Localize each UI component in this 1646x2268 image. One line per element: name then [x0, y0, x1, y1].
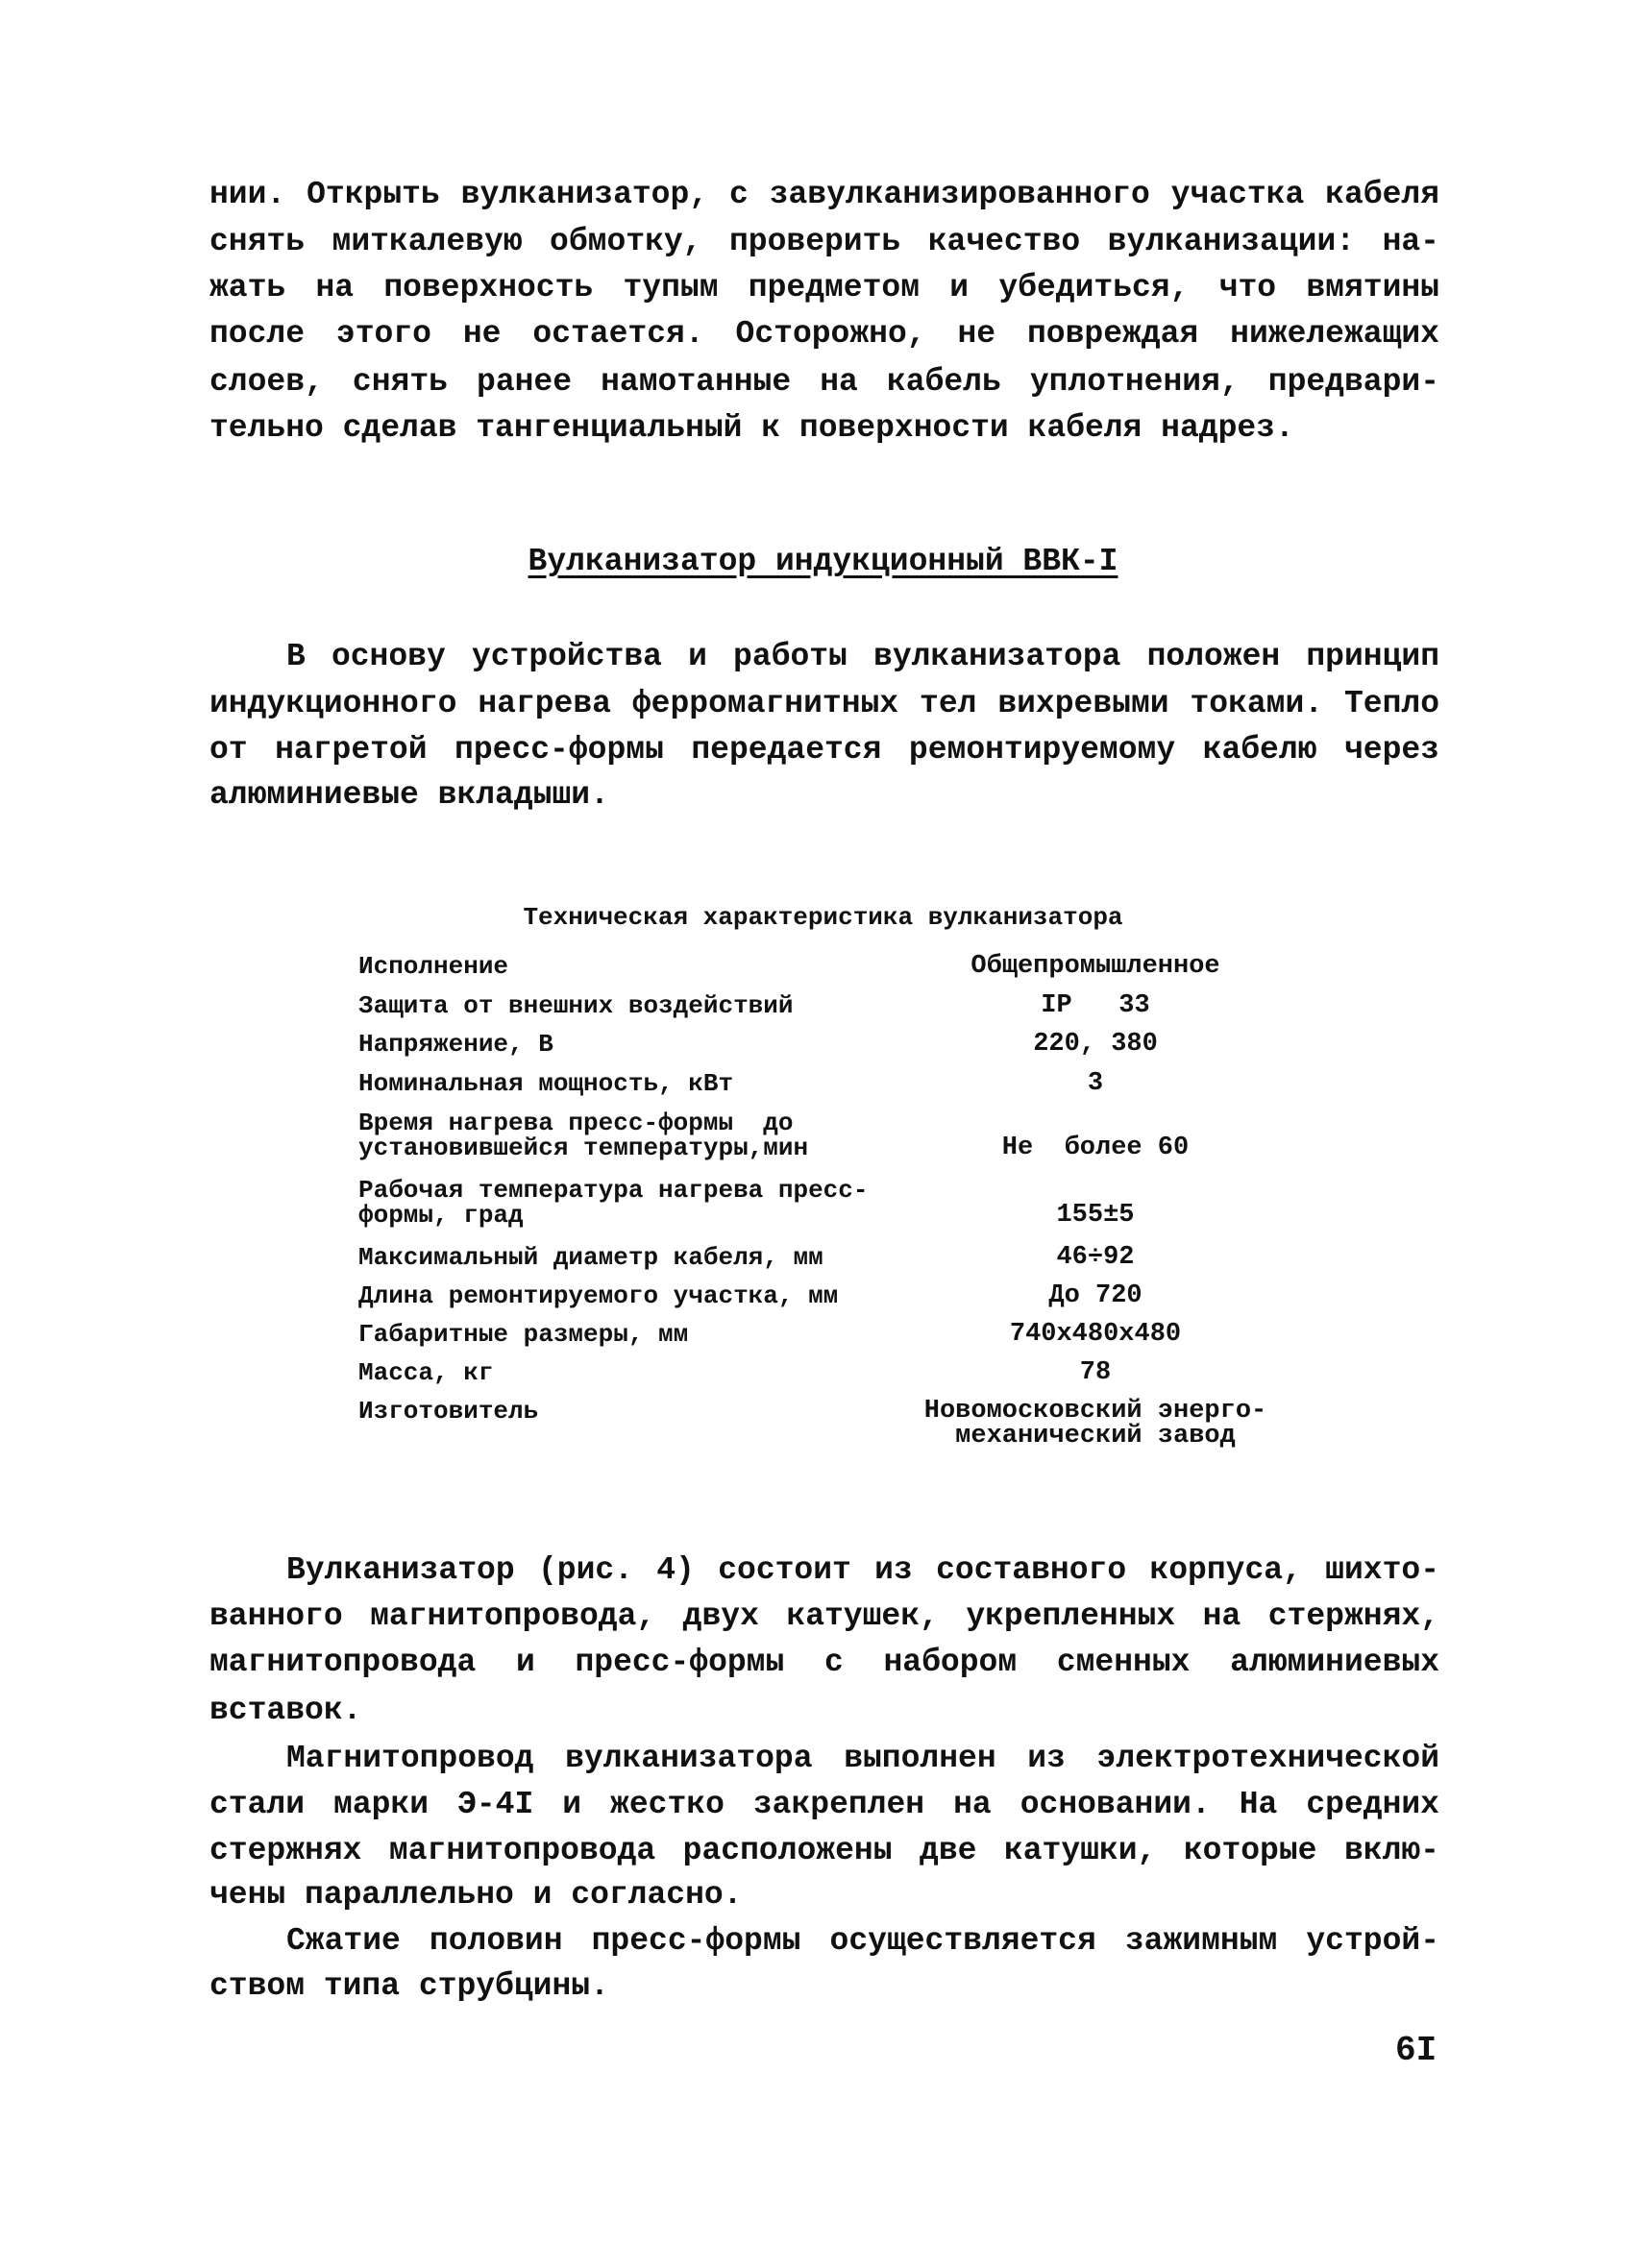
paragraph-line: тельно сделав тангенциальный к поверхности кабеля надрез. — [209, 410, 1294, 446]
spec-label: Изготовитель — [358, 1397, 539, 1426]
section-heading: Вулканизатор индукционный ВВК-I — [528, 544, 1118, 579]
paragraph-line: снять миткалевую обмотку, проверить качество вулканизации: на- — [209, 224, 1439, 259]
spec-label: Номинальная мощность, кВт — [358, 1069, 734, 1098]
paragraph-line: чены параллельно и согласно. — [209, 1877, 743, 1913]
spec-label: Габаритные размеры, мм — [358, 1320, 689, 1349]
paragraph-line: стержнях магнитопровода расположены две катушки, которые вклю- — [209, 1833, 1439, 1868]
paragraph-line: нии. Открыть вулканизатор, с завулканизированного участка кабеля — [209, 177, 1439, 212]
spec-label: Напряжение, В — [358, 1030, 553, 1059]
paragraph-line: Вулканизатор (рис. 4) состоит из составного корпуса, шихто- — [286, 1552, 1439, 1588]
spec-value: Общепромышленное — [970, 952, 1220, 981]
spec-label: Длина ремонтируемого участка, мм — [358, 1281, 839, 1310]
paragraph-line: после этого не остается. Осторожно, не повреждая нижележащих — [209, 316, 1439, 352]
spec-label: Время нагрева пресс-формы до установившейся температуры,мин — [358, 1109, 809, 1162]
paragraph-line: индукционного нагрева ферромагнитных тел вихревыми токами. Тепло — [209, 686, 1439, 721]
paragraph-line: алюминиевые вкладыши. — [209, 777, 609, 813]
paragraph-line: В основу устройства и работы вулканизатора положен принцип — [286, 639, 1439, 674]
spec-label: Исполнение — [358, 952, 509, 981]
spec-value: До 720 — [1048, 1281, 1142, 1310]
paragraph-line: стали марки Э-4I и жестко закреплен на основании. На средних — [209, 1787, 1439, 1822]
spec-value: 78 — [1079, 1358, 1112, 1387]
spec-value: IP 33 — [1041, 991, 1150, 1020]
spec-value: 3 — [1087, 1069, 1104, 1098]
spec-label: Рабочая температура нагрева пресс- формы, град — [358, 1176, 869, 1230]
spec-value: 46÷92 — [1056, 1243, 1135, 1272]
spec-label: Защита от внешних воздействий — [358, 991, 794, 1020]
spec-value: 740х480х480 — [1009, 1320, 1182, 1349]
paragraph-line: жать на поверхность тупым предметом и убедиться, что вмятины — [209, 270, 1439, 305]
paragraph-line: вставок. — [209, 1693, 362, 1728]
paragraph-line: Магнитопровод вулканизатора выполнен из электротехнической — [286, 1741, 1439, 1776]
paragraph-line: от нагретой пресс-формы передается ремонтируемому кабелю через — [209, 732, 1439, 768]
paragraph-line: Сжатие половин пресс-формы осуществляется зажимным устрой- — [286, 1923, 1439, 1959]
paragraph-line: магнитопровода и пресс-формы с набором сменных алюминиевых — [209, 1645, 1439, 1680]
paragraph-line: ванного магнитопровода, двух катушек, укрепленных на стержнях, — [209, 1598, 1439, 1634]
spec-label: Масса, кг — [358, 1358, 494, 1387]
paragraph-line: слоев, снять ранее намотанные на кабель уплотнения, предвари- — [209, 364, 1439, 400]
spec-value: 220, 380 — [1033, 1030, 1158, 1059]
page-number: 6I — [1395, 2031, 1437, 2070]
paragraph-line: ством типа струбцины. — [209, 1968, 609, 2004]
spec-value: Новомосковский энерго- механический завод — [923, 1397, 1267, 1451]
spec-label: Максимальный диаметр кабеля, мм — [358, 1243, 823, 1272]
table-title: Техническая характеристика вулканизатора — [523, 903, 1123, 932]
spec-value: 155±5 — [1056, 1201, 1135, 1230]
spec-value: Не более 60 — [1001, 1134, 1190, 1162]
